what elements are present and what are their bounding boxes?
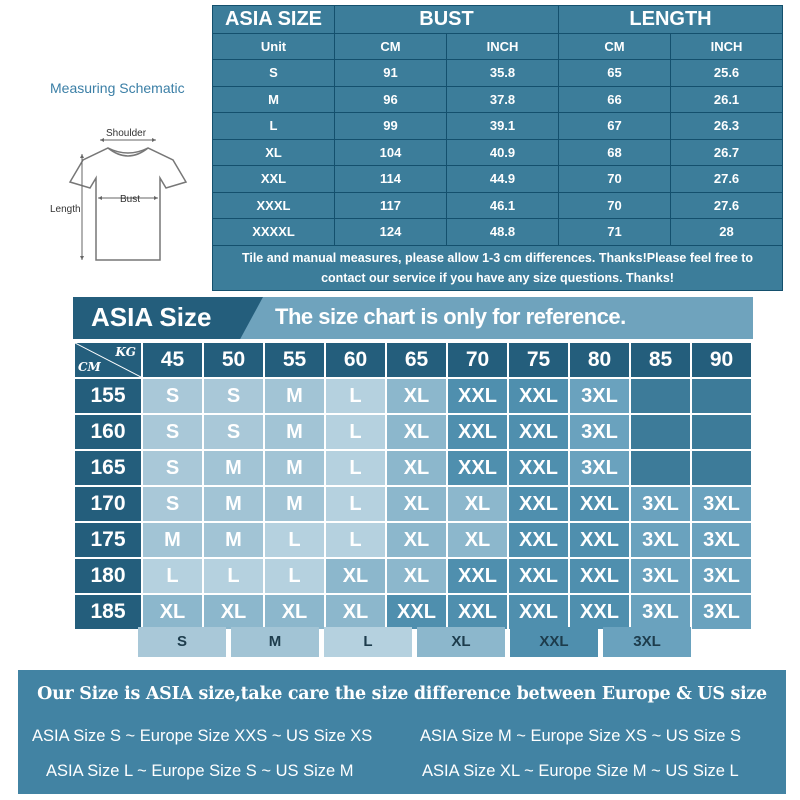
table-row xyxy=(213,86,783,113)
legend-item: S xyxy=(138,627,226,657)
length-inch-cell: 25.6 xyxy=(671,60,783,87)
bust-cm-cell: 114 xyxy=(335,166,447,193)
size-cell: M xyxy=(204,451,263,485)
header-asia-size: ASIA SIZE xyxy=(213,6,335,34)
banner-title: ASIA Size xyxy=(91,302,212,332)
size-cell: XXL xyxy=(448,559,507,593)
shoulder-label: Shoulder xyxy=(106,128,147,139)
length-inch-cell: 27.6 xyxy=(671,166,783,193)
size-cell: XL xyxy=(204,595,263,629)
size-cell: 3XL xyxy=(570,379,629,413)
height-row xyxy=(75,523,751,557)
size-cell: XL xyxy=(387,415,446,449)
size-cell: XXXL xyxy=(213,192,335,219)
height-row xyxy=(75,595,751,629)
weight-header: 55 xyxy=(265,343,324,377)
legend-item: M xyxy=(231,627,319,657)
conversion-item: ASIA Size M ~ Europe Size XS ~ US Size S xyxy=(420,727,741,745)
size-cell: L xyxy=(326,451,385,485)
empty-cell xyxy=(631,451,690,485)
bust-inch-cell: 39.1 xyxy=(447,113,559,140)
size-cell: 3XL xyxy=(692,487,751,521)
corner-cm-label: CM xyxy=(78,360,101,374)
weight-header: 50 xyxy=(204,343,263,377)
size-cell: S xyxy=(143,415,202,449)
size-cell: XXL xyxy=(448,415,507,449)
size-cell: XL xyxy=(387,451,446,485)
size-cell: 3XL xyxy=(631,487,690,521)
bust-inch-cell: 46.1 xyxy=(447,192,559,219)
length-inch-cell: 28 xyxy=(671,219,783,246)
size-cell: XL xyxy=(326,595,385,629)
length-label: Length xyxy=(50,204,81,215)
size-cell: M xyxy=(204,523,263,557)
empty-cell xyxy=(631,415,690,449)
subheader-length-cm: CM xyxy=(559,34,671,60)
size-cell: XL xyxy=(448,487,507,521)
size-cell: L xyxy=(265,523,324,557)
size-cell: 3XL xyxy=(570,451,629,485)
height-row xyxy=(75,451,751,485)
corner-kg-label: KG xyxy=(115,345,136,359)
conversion-title: Our Size is ASIA size,take care the size difference between Europe & US size xyxy=(37,684,767,704)
size-cell: XL xyxy=(387,379,446,413)
length-cm-cell: 70 xyxy=(559,192,671,219)
length-inch-cell: 26.7 xyxy=(671,139,783,166)
size-cell: 3XL xyxy=(631,523,690,557)
subheader-bust-inch: INCH xyxy=(447,34,559,60)
size-cell: M xyxy=(265,451,324,485)
length-inch-cell: 26.1 xyxy=(671,86,783,113)
weight-header: 45 xyxy=(143,343,202,377)
size-cell: XL xyxy=(448,523,507,557)
table-row xyxy=(213,166,783,193)
length-cm-cell: 68 xyxy=(559,139,671,166)
size-cell: S xyxy=(143,487,202,521)
size-cell: XXL xyxy=(570,559,629,593)
size-cell: XXL xyxy=(509,379,568,413)
subheader-bust-cm: CM xyxy=(335,34,447,60)
size-cell: XXL xyxy=(570,487,629,521)
empty-cell xyxy=(692,415,751,449)
bust-inch-cell: 35.8 xyxy=(447,60,559,87)
legend-item: 3XL xyxy=(603,627,691,657)
size-cell: L xyxy=(326,379,385,413)
header-bust: BUST xyxy=(335,6,559,34)
subheader-unit: Unit xyxy=(213,34,335,60)
size-cell: M xyxy=(265,415,324,449)
conversion-item: ASIA Size L ~ Europe Size S ~ US Size M xyxy=(46,762,354,780)
size-cell: 3XL xyxy=(631,559,690,593)
bust-cm-cell: 124 xyxy=(335,219,447,246)
bust-cm-cell: 99 xyxy=(335,113,447,140)
legend-item: XL xyxy=(417,627,505,657)
weight-header: 70 xyxy=(448,343,507,377)
height-header: 185 xyxy=(75,595,141,629)
size-cell: S xyxy=(143,451,202,485)
table-row xyxy=(213,113,783,140)
size-cell: 3XL xyxy=(692,595,751,629)
length-inch-cell: 26.3 xyxy=(671,113,783,140)
size-cell: XXL xyxy=(213,166,335,193)
size-conversion-panel xyxy=(18,670,786,794)
size-cell: L xyxy=(326,487,385,521)
size-cell: XL xyxy=(265,595,324,629)
weight-header: 60 xyxy=(326,343,385,377)
size-cell: S xyxy=(213,60,335,87)
height-header: 170 xyxy=(75,487,141,521)
size-cell: XXL xyxy=(570,523,629,557)
size-cell: XXL xyxy=(509,523,568,557)
size-cell: L xyxy=(326,415,385,449)
conversion-item: ASIA Size XL ~ Europe Size M ~ US Size L xyxy=(422,762,739,780)
table-row xyxy=(213,192,783,219)
tshirt-schematic xyxy=(48,120,198,270)
conversion-item: ASIA Size S ~ Europe Size XXS ~ US Size XS xyxy=(32,727,373,745)
height-row xyxy=(75,415,751,449)
size-cell: XL xyxy=(143,595,202,629)
legend-item: L xyxy=(324,627,412,657)
size-cell: M xyxy=(204,487,263,521)
size-cell: XXL xyxy=(509,559,568,593)
legend-item: XXL xyxy=(510,627,598,657)
height-row xyxy=(75,559,751,593)
height-weight-grid xyxy=(73,341,753,631)
weight-header-row xyxy=(75,343,751,377)
height-header: 175 xyxy=(75,523,141,557)
weight-header: 80 xyxy=(570,343,629,377)
table-row xyxy=(213,60,783,87)
size-cell: S xyxy=(143,379,202,413)
length-cm-cell: 67 xyxy=(559,113,671,140)
size-cell: XXL xyxy=(448,379,507,413)
size-cell: M xyxy=(213,86,335,113)
height-header: 180 xyxy=(75,559,141,593)
size-cell: 3XL xyxy=(692,523,751,557)
empty-cell xyxy=(692,379,751,413)
bust-cm-cell: 117 xyxy=(335,192,447,219)
length-cm-cell: 65 xyxy=(559,60,671,87)
size-legend xyxy=(138,627,691,657)
length-cm-cell: 71 xyxy=(559,219,671,246)
height-header: 155 xyxy=(75,379,141,413)
size-cell: XXL xyxy=(509,595,568,629)
bust-cm-cell: 91 xyxy=(335,60,447,87)
length-cm-cell: 70 xyxy=(559,166,671,193)
weight-header: 85 xyxy=(631,343,690,377)
bust-inch-cell: 48.8 xyxy=(447,219,559,246)
measure-note: Tile and manual measures, please allow 1-3 cm differences. Thanks!Please feel free to contact our service if you have any size questions. Thanks! xyxy=(213,245,783,290)
weight-header: 75 xyxy=(509,343,568,377)
bust-inch-cell: 40.9 xyxy=(447,139,559,166)
banner-subtitle: The size chart is only for reference. xyxy=(275,304,626,329)
height-row xyxy=(75,379,751,413)
bust-inch-cell: 37.8 xyxy=(447,86,559,113)
size-cell: L xyxy=(213,113,335,140)
size-cell: L xyxy=(143,559,202,593)
size-cell: XXL xyxy=(448,451,507,485)
size-cell: S xyxy=(204,379,263,413)
hw-chart-banner xyxy=(73,297,753,339)
height-row xyxy=(75,487,751,521)
weight-header: 65 xyxy=(387,343,446,377)
size-cell: XL xyxy=(326,559,385,593)
weight-header: 90 xyxy=(692,343,751,377)
size-cell: M xyxy=(143,523,202,557)
size-cell: XL xyxy=(387,487,446,521)
size-cell: 3XL xyxy=(692,559,751,593)
table-row xyxy=(213,219,783,246)
bust-inch-cell: 44.9 xyxy=(447,166,559,193)
size-cell: 3XL xyxy=(570,415,629,449)
bust-cm-cell: 96 xyxy=(335,86,447,113)
schematic-title: Measuring Schematic xyxy=(50,80,185,96)
size-cell: XL xyxy=(213,139,335,166)
size-cell: XXL xyxy=(509,415,568,449)
size-cell: XXL xyxy=(509,451,568,485)
size-cell: XXL xyxy=(570,595,629,629)
corner-cell xyxy=(75,343,141,377)
bust-cm-cell: 104 xyxy=(335,139,447,166)
empty-cell xyxy=(692,451,751,485)
height-header: 165 xyxy=(75,451,141,485)
height-header: 160 xyxy=(75,415,141,449)
table-row xyxy=(213,139,783,166)
size-cell: XXL xyxy=(387,595,446,629)
length-cm-cell: 66 xyxy=(559,86,671,113)
size-cell: XXL xyxy=(448,595,507,629)
size-cell: L xyxy=(326,523,385,557)
size-measurement-table xyxy=(212,5,783,291)
header-length: LENGTH xyxy=(559,6,783,34)
size-cell: XL xyxy=(387,559,446,593)
size-cell: M xyxy=(265,487,324,521)
size-cell: 3XL xyxy=(631,595,690,629)
size-cell: S xyxy=(204,415,263,449)
size-cell: L xyxy=(265,559,324,593)
size-cell: XXXXL xyxy=(213,219,335,246)
size-cell: XL xyxy=(387,523,446,557)
size-cell: XXL xyxy=(509,487,568,521)
length-inch-cell: 27.6 xyxy=(671,192,783,219)
bust-label: Bust xyxy=(120,194,141,205)
subheader-length-inch: INCH xyxy=(671,34,783,60)
size-cell: M xyxy=(265,379,324,413)
empty-cell xyxy=(631,379,690,413)
size-cell: L xyxy=(204,559,263,593)
